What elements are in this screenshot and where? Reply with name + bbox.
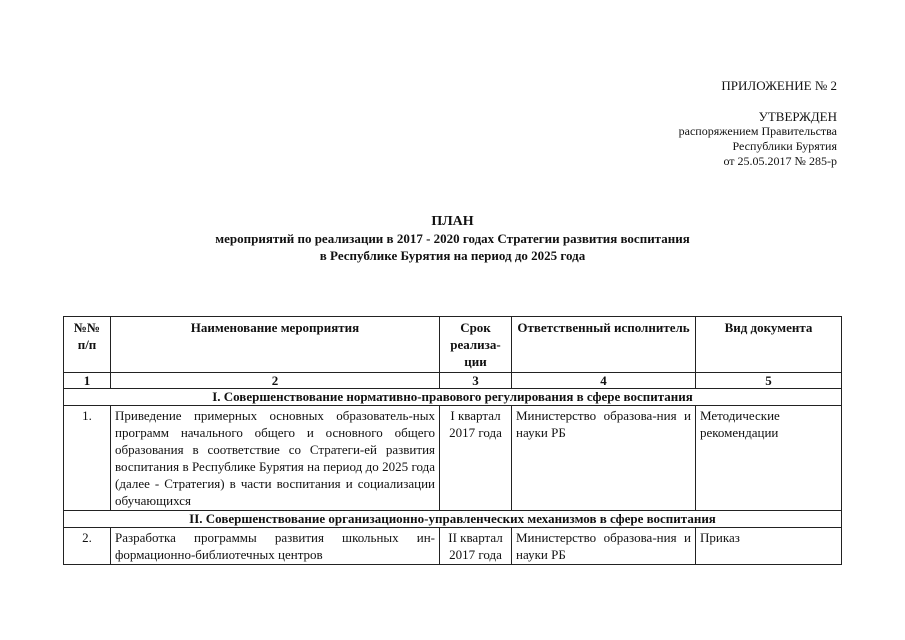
approval-line-2: Республики Бурятия xyxy=(732,139,837,153)
header-name: Наименование мероприятия xyxy=(111,317,440,373)
header-term: Срок реализа- ции xyxy=(440,317,512,373)
row-name: Приведение примерных основных образователь-ных программ начального общего и основного общего образования в соответствие со Стратеги-ей развития воспитания в Республике Бурятия на период до 2025 года (далее - Стратегия) в части воспитания и социализации обучающихся xyxy=(111,406,440,511)
plan-table xyxy=(63,316,842,565)
section-title: I. Совершенствование нормативно-правового регулирования в сфере воспитания xyxy=(64,389,842,406)
row-executor: Министерство образова-ния и науки РБ xyxy=(512,406,696,511)
row-term: I квартал 2017 года xyxy=(440,406,512,511)
column-numbers-row xyxy=(64,373,842,389)
row-executor: Министерство образова-ния и науки РБ xyxy=(512,528,696,565)
row-num: 2. xyxy=(64,528,111,565)
col-number: 5 xyxy=(696,373,842,389)
approval-line-3: от 25.05.2017 № 285-р xyxy=(723,154,837,168)
approval-block xyxy=(679,78,837,169)
section-row xyxy=(64,511,842,528)
document-title xyxy=(0,213,905,264)
row-name: Разработка программы развития школьных ин-формационно-библиотечных центров xyxy=(111,528,440,565)
header-executor: Ответственный исполнитель xyxy=(512,317,696,373)
approved-label: УТВЕРЖДЕН xyxy=(758,109,837,124)
header-doc: Вид документа xyxy=(696,317,842,373)
col-number: 2 xyxy=(111,373,440,389)
table-header-row xyxy=(64,317,842,373)
appendix-label: ПРИЛОЖЕНИЕ № 2 xyxy=(721,78,837,93)
table-row xyxy=(64,528,842,565)
title-main: ПЛАН xyxy=(431,214,474,229)
title-line-1: мероприятий по реализации в 2017 - 2020 годах Стратегии развития воспитания xyxy=(215,231,690,246)
row-doc: Методические рекомендации xyxy=(696,406,842,511)
header-num: №№ п/п xyxy=(64,317,111,373)
table-row xyxy=(64,406,842,511)
col-number: 3 xyxy=(440,373,512,389)
row-doc: Приказ xyxy=(696,528,842,565)
section-title: II. Совершенствование организационно-управленческих механизмов в сфере воспитания xyxy=(64,511,842,528)
col-number: 4 xyxy=(512,373,696,389)
title-line-2: в Республике Бурятия на период до 2025 года xyxy=(319,248,586,263)
section-row xyxy=(64,389,842,406)
row-num: 1. xyxy=(64,406,111,511)
approval-line-1: распоряжением Правительства xyxy=(678,124,837,138)
row-term: II квартал 2017 года xyxy=(440,528,512,565)
col-number: 1 xyxy=(64,373,111,389)
